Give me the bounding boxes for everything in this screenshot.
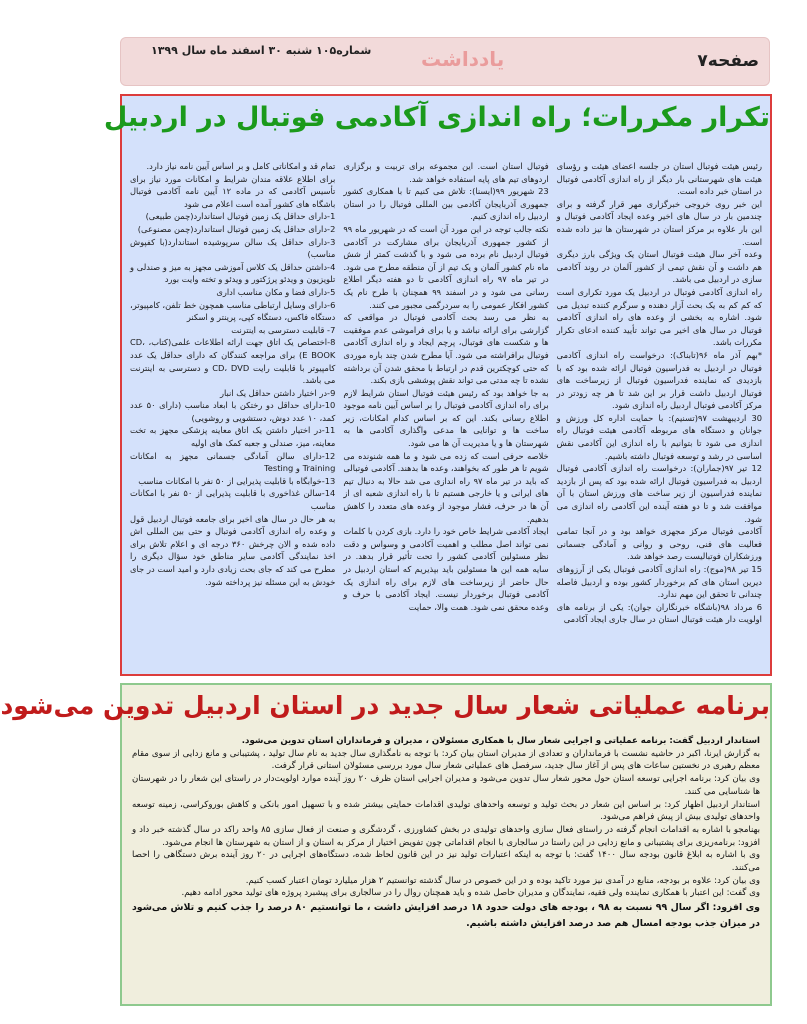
paragraph: وی با اشاره به ابلاغ قانون بودجه سال ۱۴۰۰ گفت: با توجه به اینکه اعتبارات تولید نیز در این قانون لحاظ شده، دستگاه‌های اجرایی در ۲۰ روز آینده برش دستگاهی را احصا می‌کنند.: [132, 850, 760, 874]
paragraph: وی بیان کرد: علاوه بر بودجه، منابع در آمدی نیز مورد تاکید بوده و در این خصوص در سال گذشته توانستیم ۲ هزار میلیارد تومان اعتبار کسب کنیم.: [245, 875, 760, 886]
paragraph: 2-دارای حداقل یک زمین فوتبال استاندارد(چمن مصنوعی): [137, 223, 336, 234]
paragraph: 6 مرداد ۹۸(باشگاه خبرنگاران جوان): یکی از برنامه های اولویت دار هیئت فوتبال استان در سال جاری ایجاد آکادمی: [556, 601, 762, 625]
paragraph: وی گفت: این اعتبار با همکاری نماینده ولی فقیه، نمایندگان و مدیران حاصل شده و باید همچنان روال را در سالجاری برای پیشبرد پروژه های تولید محور ادامه دهیم.: [181, 888, 760, 899]
paragraph: رئیس هیئت فوتبال استان در جلسه اعضای هیئت و رؤسای هیئت های شهرستانی بار دیگر از راه اندازی آکادمی فوتبال در استان خبر داده است.: [556, 161, 762, 197]
article-column-1: [557, 160, 762, 670]
section-label: یادداشت: [421, 47, 505, 71]
paragraph: 7- قابلیت دسترسی به اینترنت: [231, 324, 336, 335]
article-column-3: [130, 160, 335, 670]
article-lead: استاندار اردبیل گفت: برنامه عملیاتی و اجرایی شعار سال با همکاری مسئولان ، مدیران و فرمانداران استان تدوین می‌شود.: [241, 736, 760, 746]
paragraph: وی بیان کرد: برنامه اجرایی توسعه استان حول محور شعار سال تدوین می‌شود و مدیران اجرایی استان ظرف ۲۰ روز آینده موارد اولویت‌دار در راستای این شعار را در شهرستان ها شناسایی می کنند.: [132, 774, 760, 797]
paragraph: ایجاد آکادمی شرایط خاص خود را دارد. بازی کردن با کلمات نمی تواند اصل مطلب و اهمیت آکادمی و وسواس و دقت نظر مسئولین آکادمی کشور را تحت تأثیر قرار بدهد. در سایه همه این ها مسئولین باید بپذیریم که استان اردبیل در حال حاضر از زیرساخت های لازم برای راه اندازی یک آکادمی فوتبال برخوردار نیست. ایجاد آکادمی با حرف و وعده محقق نمی شود. همت والا، حمایت: [343, 526, 549, 612]
article-closing: وی افزود: اگر سال ۹۹ نسبت به ۹۸ ، بودجه های دولت حدود ۱۸ درصد افزایش داشت ، ما توانستیم ۸۰ درصد را جذب کنیم و تلاش می‌شود در میزان جذب بودجه امسال هم صد درصد افزایش داشته باشیم.: [132, 902, 760, 930]
article-title-2: برنامه عملیاتی شعار سال جدید در استان اردبیل تدوین می‌شود: [0, 691, 770, 720]
article-columns: [130, 160, 762, 670]
paragraph: 10-دارای حداقل دو رختکن با ابعاد مناسب (دارای ۵۰ عدد کمد، ۱۰ عدد دوش، دستشویی و روشویی): [130, 400, 336, 423]
paragraph: راه اندازی آکادمی فوتبال در اردبیل یک مورد تکراری است که کم کم به یک بحث آزار دهنده و سرگرم کننده تبدیل می شود. اشاره به بخشی از وعده های راه اندازی آکادمی فوتبال در سال های اخیر می تواند تأیید کننده ادعای تکرار مکررات باشد.: [556, 286, 762, 348]
paragraph: 4-داشتن حداقل یک کلاس آموزشی مجهز به میز و صندلی و تلویزیون و ویدئو پرژکتور و ویدئو و تخته وایت بورد: [130, 261, 336, 285]
paragraph: آکادمی فوتبال مرکز مجهزی خواهد بود و در آنجا تمامی فعالیت های فنی، روحی و روانی و آمادگی جسمانی ورزشکاران فوتبالیست رصد خواهد شد.: [556, 526, 762, 562]
paragraph: خلاصه حرفی است که زده می شود و ما همه شنونده می شویم تا هر طور که بخواهند، وعده ها بدهند. آکادمی فوتبالی که باید در تیر ماه ۹۷ راه اندازی می شد حالا به دنبال تیم های ایرانی و یا خارجی هستیم تا با راه اندازی شعبه ای از آن ها در حرف، فشار موجود از وعده های متعدد را کاهش بدهیم.: [343, 450, 549, 524]
paragraph: به جا خواهد بود که رئیس هیئت فوتبال استان شرایط لازم برای راه اندازی آکادمی فوتبال را بر اساس آیین نامه موجود اطلاع رسانی بکند. این که بر اساس کدام امکانات، زیر ساخت ها و توانایی ها مدعی واگذاری آکادمی ها به شهرستان ها و یا مدیریت آن ها می شود.: [343, 387, 549, 449]
paragraph: به هر حال در سال های اخیر برای جامعه فوتبال اردبیل قول و وعده راه اندازی آکادمی فوتبال و حتی بین المللی اش داده شده و الان چرخش ۳۶۰ درجه ای و اعلام تلاش برای اخذ نمایندگی آکادمی سایر مناطق خود سؤال دیگری را مطرح می کند که جای بحث زیادی دارد و امید است در جای خودش به این مسئله نیز پرداخته شود.: [130, 513, 336, 587]
article-body-2: [132, 735, 760, 932]
paragraph: 15 تیر ۹۸(موج): راه اندازی آکادمی فوتبال یکی از آرزوهای دیرین استان های کم برخوردار کشور بوده و اردبیل فاصله چندانی تا تحقق این مهم ندارد.: [556, 564, 762, 600]
page-number: صفحه۷: [697, 51, 759, 71]
paragraph: 8-اختصاص یک اتاق جهت ارائه اطلاعات علمی(کتاب، CD، E BOOK) برای مراجعه کنندگان که دارای حداقل یک عدد کامپیوتر با قابلیت رایت CD، DVD و دسترسی به اینترنت می باشد.: [130, 337, 336, 386]
paragraph: فوتبال استان است. این مجموعه برای تربیت و برگزاری اردوهای تیم های پایه استفاده خواهد شد.: [343, 161, 549, 184]
paragraph: به نظر می رسد بحث آکادمی فوتبال در مواقعی که گزارشی برای ارائه نباشد و یا برای فراموشی عدم موفقیت ها و شکست های فوتبال، پرچم ایجاد و راه اندازی آکادمی فوتبال برافراشته می شود. آیا مطرح شدن چند باره موردی که حتی کوچکترین قدم در ارتباط با محقق شدن آن برداشته نشده تا چه مدتی می تواند نقش پوششی بازی بکند.: [343, 312, 549, 386]
page-header: [120, 37, 770, 86]
paragraph: 9-در اختیار داشتن حداقل یک انبار: [220, 387, 336, 398]
paragraph: 5-دارای فضا و مکان مناسب اداری: [216, 286, 336, 297]
paragraph: این خبر روی خروجی خبرگزاری مهر قرار گرفته و برای چندمین بار در سال های اخیر وعده ایجاد آکادمی فوتبال و این بار علاوه بر مرکز استان در شهرستان ها نیز داده شده است.: [556, 198, 762, 247]
paragraph: 12-دارای سالن آمادگی جسمانی مجهز به امکانات Training و Testing: [130, 450, 336, 474]
paragraph: *بهم آذر ماه ۹۶(تابناک): درخواست راه اندازی آکادمی فوتبال در اردبیل به فدراسیون فوتبال ارائه شده بود که با بازدیدی که نماینده فدراسیون فوتبال از زیرساخت های فوتبال اردبیل داشت قرار بر این شد تا هر چه زودتر در مرکز آکادمی فوتبال اردبیل راه اندازی شود.: [556, 349, 762, 411]
paragraph: تمام قد و امکاناتی کامل و بر اساس آیین نامه نیاز دارد.: [146, 161, 336, 171]
paragraph: وعده آخر سال هیئت فوتبال استان یک ویژگی بارز دیگری هم داشت و آن نقش تیمی از کشور آلمان در روند آکادمی سازی در اردبیل می باشد.: [556, 249, 762, 285]
issue-info: شماره۱۰۵ شنبه ۳۰ اسفند ماه سال ۱۳۹۹: [151, 44, 372, 57]
paragraph: 6-دارای وسایل ارتباطی مناسب همچون خط تلفن، کامپیوتر، دستگاه فاکس، دستگاه کپی، پرینتر و اسکنر: [130, 299, 336, 323]
paragraph: 1-دارای حداقل یک زمین فوتبال استاندارد(چمن طبیعی): [145, 211, 336, 222]
article-title: تکرار مکررات؛ راه اندازی آکادمی فوتبال در اردبیل: [103, 102, 770, 133]
paragraph: 23 شهریور ۹۹(ایسنا): تلاش می کنیم تا با همکاری کشور جمهوری آذربایجان آکادمی بین المللی فوتبال را در استان اردبیل راه اندازی کنیم.: [343, 186, 549, 222]
article-slogan-plan: [0, 683, 772, 1006]
paragraph: 30 اردیبهشت ۹۷(تسنیم): با حمایت اداره کل ورزش و جوانان و دستگاه های مربوطه آکادمی هیئت فوتبال راه اندازی می شود تا بتوانیم با راه اندازی این آکادمی نقش اساسی در رشد و توسعه فوتبال داشته باشیم.: [556, 412, 762, 461]
paragraph: 14-سالن غذاخوری با قابلیت پذیرایی از ۵۰ نفر با امکانات مناسب: [130, 488, 336, 512]
article-paragraphs: [132, 748, 760, 900]
paragraph: 3-دارای حداقل یک سالن سرپوشیده استاندارد(با کفپوش مناسب): [130, 236, 336, 260]
paragraph: نکته جالب توجه در این مورد آن است که در شهریور ماه ۹۹ از کشور جمهوری آذربایجان برای مشارکت در آکادمی فوتبال اردبیل نام برده می شود و با گذشت کمتر از شش ماه نام کشور آلمان و یک تیم از آن منطقه مطرح می شود. در تیر ماه ۹۷ راه اندازی آکادمی تا دو هفته دیگر اطلاع رسانی می شود و در اسفند ۹۹ همچنان با طرح نام یک کشور افکار عمومی را به سردرگمی مجبور می کنند.: [343, 223, 549, 310]
paragraph: برای اطلاع علاقه مندان شرایط و امکانات مورد نیاز برای تأسیس آکادمی که در ماده ۱۲ آیین نامه آکادمی فوتبال باشگاه های کشور آمده است اعلام می شود: [130, 173, 336, 209]
article-column-2: [343, 160, 548, 670]
paragraph: 13-خوابگاه با قابلیت پذیرایی از ۵۰ نفر با امکانات مناسب: [138, 475, 336, 486]
paragraph: به گزارش ایرنا، اکبر در حاشیه نشست با فرمانداران و تعدادی از مدیران استان بیان کرد: با توجه به نامگذاری سال جدید به نام سال تولید ، پشتیبانی و مانع زدایی از سوی مقام معظم رهبری در نخستین ساعات های پس از آغاز سال جدید، سرفصل های عملیاتی شعار سال مورد بررسی مسئولان استانی قرار گرفت.: [132, 748, 760, 772]
article-football-academy: [103, 94, 772, 676]
paragraph: استاندار اردبیل اظهار کرد: بر اساس این شعار در بحث تولید و توسعه واحدهای تولیدی اقدامات حمایتی بیشتر شده و با تسهیل امور بانکی و کاهش بوروکراسی، زمینه توسعه واحدهای تولیدی بیش از پیش فراهم می‌شود.: [132, 799, 760, 823]
paragraph: بهنامجو با اشاره به اقدامات انجام گرفته در راستای فعال سازی واحدهای تولیدی در بخش کشاورزی ، گردشگری و صنعت از فعال سازی ۸۵ واحد راکد در سال گذشته خبر داد و افزود: برنامه‌ریزی برای پشتیبانی و مانع زدایی در این راستا در سالجاری با انجام اقداماتی چون تفویض اختیار از مرکز به استان و از استان به شهرستان ها انجام می‌شود.: [132, 824, 760, 848]
paragraph: 11-در اختیار داشتن یک اتاق معاینه پزشکی مجهز به تخت معاینه، میز، صندلی و جعبه کمک های اولیه: [130, 425, 336, 449]
paragraph: 12 تیر ۹۷(جماران): درخواست راه اندازی آکادمی فوتبال اردبیل به فدراسیون فوتبال ارائه شده بود که پس از بازدید نماینده فدراسیون از زیر ساخت های ورزش استان با آن موافقت شد و تا دو هفته آینده این آکادمی راه اندازی می شود.: [556, 463, 762, 524]
